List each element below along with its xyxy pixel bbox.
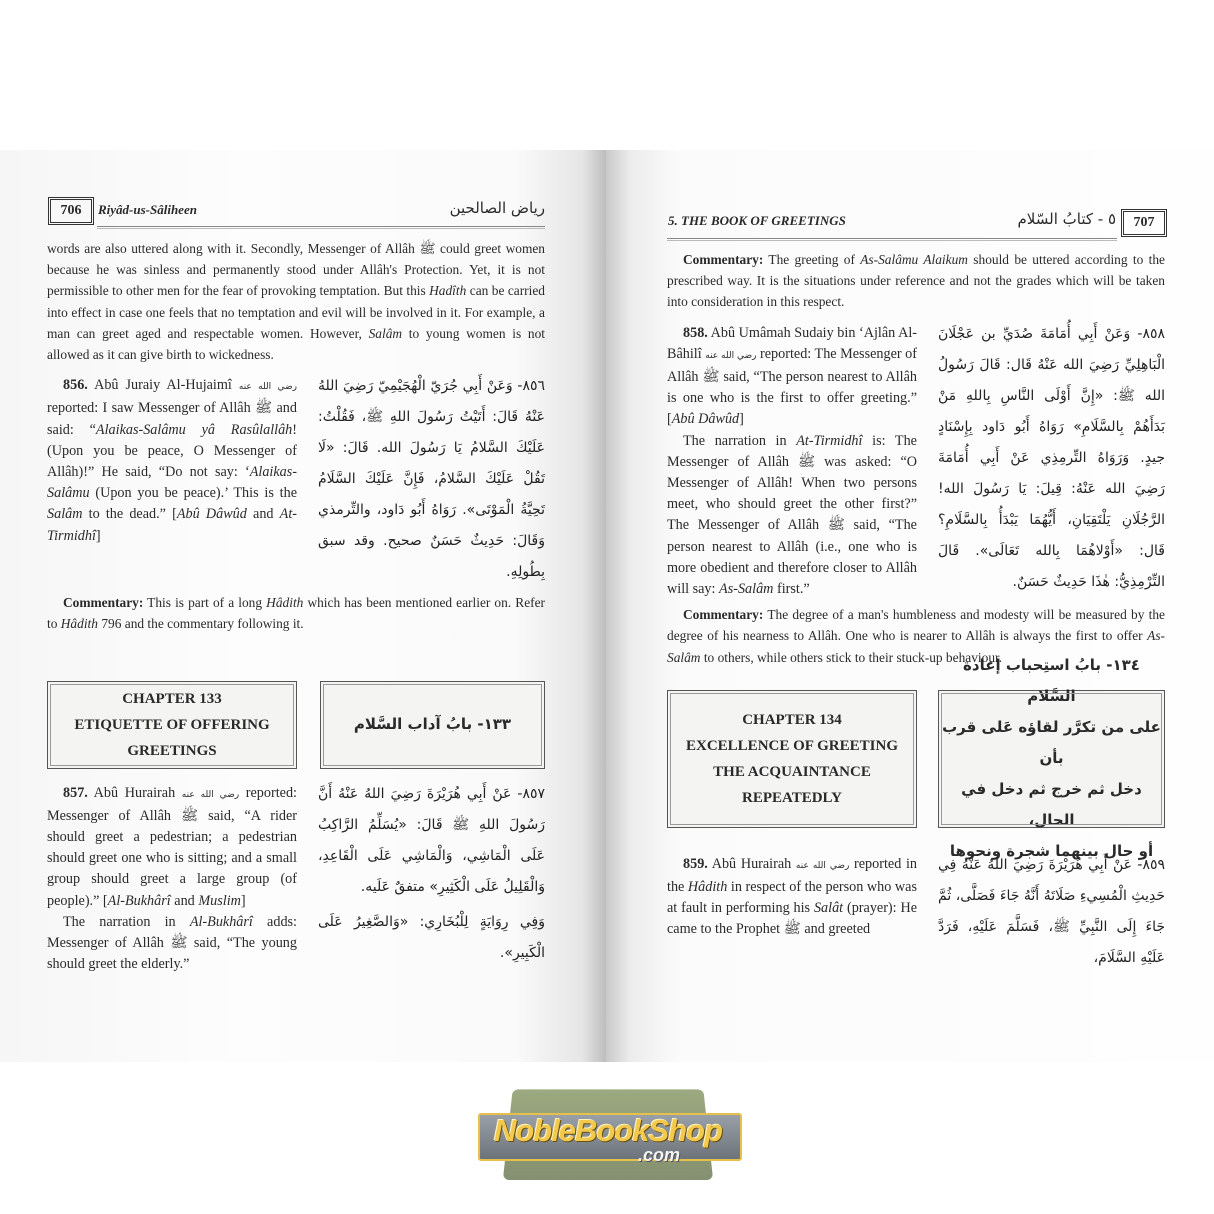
- text-run: in respect of the person who was at fault in performing his: [667, 879, 917, 917]
- chapter-title: EXCELLENCE OF GREETING: [686, 737, 898, 754]
- hadith-857-arabic: ٨٥٧- عَنْ أَبِي هُرَيْرَةَ رَضِيَ اللهُ عَنْهُ أَنَّ رَسُولَ اللهِ ﷺ قَالَ: «يُسَلِّمُ الرَّاكِبُ عَلَى الْمَاشِي، وَالْمَاشِي عَلَى الْقَاعِدِ، وَالْقَلِيلُ عَلَى الْكَثِيرِ» متفقٌ عَلَيه.: [318, 785, 545, 895]
- bold-label: Commentary:: [683, 252, 764, 267]
- hadith-859: [667, 854, 1165, 974]
- right-page-content: [667, 249, 1165, 974]
- text-run: reported: The Messenger of Allâh ﷺ said, “The person nearest to Allâh is one who is the first to offer greeting.” [: [667, 345, 917, 428]
- logo-name: NobleBookShop: [493, 1113, 723, 1148]
- italic-term: Hâdith: [266, 595, 304, 611]
- arabic-honorific: رضي الله عنه: [238, 382, 297, 393]
- chapter-title: THE ACQUAINTANCE: [713, 763, 871, 780]
- hadith-858-english: [667, 323, 917, 431]
- chapter-title-arabic: ١٣٣- بابُ آداب السَّلام: [353, 715, 512, 734]
- italic-term: Hâdith: [687, 879, 728, 896]
- commentary-intro: [667, 249, 1165, 313]
- text-run: words are also uttered along with it. Secondly, Messenger of Allâh ﷺ could greet women because he was sinless and permanently stood under Allâh's Protection. Yet, it is not permissible to other men for the fear of provoking temptation. But this: [47, 241, 545, 299]
- running-title: 5. THE BOOK OF GREETINGS: [668, 213, 846, 228]
- bold-label: 858.: [683, 324, 708, 341]
- italic-term: As-Salâm: [719, 581, 774, 598]
- italic-term: Abû Dâwûd: [176, 506, 247, 523]
- arabic-honorific: رضي الله عنه: [795, 860, 850, 871]
- text-run: can be carried into effect in case one feels that no temptation and evil will be involved in it. For example, a man can greet aged and respectable women. However,: [47, 283, 545, 341]
- italic-term: Abû Dâwûd: [671, 411, 740, 428]
- text-run: This is part of a long: [143, 595, 267, 611]
- text-run: to others, while others stick to their stuck-up behaviour.: [700, 649, 1003, 665]
- text-run: should be uttered according to the prescribed way. It is the situations under reference and not the grades which will be taken into consideration in this respect.: [667, 252, 1165, 310]
- page-number: 707: [1121, 209, 1167, 237]
- chapter-title-arabic: دخل ثم خرج ثم دخل في الحال،: [961, 780, 1142, 830]
- chapter-title-arabic: على من تكرَّر لقاؤه عَلى قرب بأن: [942, 718, 1161, 768]
- hadith-856-arabic: ٨٥٦- وَعَنْ أَبِي جُرَيّ الْهُجَيْمِيّ رَضِيَ اللهُ عَنْهُ قَالَ: أَتَيْتُ رَسُولَ اللهِ ﷺ، فَقُلْتُ: عَلَيْكَ السَّلامُ يَا رَسُولَ الله. قَالَ: «لَا تَقُلْ عَلَيْكَ السَّلامُ، فَإِنَّ عَلَيْكَ السَّلَامُ تَحِيَّةُ الْمَوْتَى». رَوَاهُ أَبُو دَاود، والتِّرمذي وَقَالَ: حَدِيثٌ حَسَنٌ صحيح. وقد سبق بِطُولِهِ.: [318, 378, 545, 581]
- logo-domain: .com: [638, 1145, 681, 1165]
- text-run: reported: Messenger of Allâh ﷺ said, “A rider should greet a pedestrian; a pedestrian should greet one who is sitting; and a small group should greet a large group (of people).” [: [47, 784, 297, 909]
- chapter-title: ETIQUETTE OF OFFERING: [74, 716, 270, 733]
- italic-term: Alaikas-Salâmu: [47, 464, 297, 502]
- text-run: Abû Umâmah Sudaiy bin ‘Ajlân Al-Bâhilî: [667, 324, 917, 362]
- hadith-857-arabic-2: وَفِي رِوَايَةٍ لِلْبُخَارِي: «وَالصَّغِيرُ عَلَى الْكَبِيرِ».: [318, 913, 545, 961]
- text-run: which has been mentioned earlier on. Refer to: [47, 595, 545, 632]
- text-run: The narration in: [63, 913, 190, 930]
- bold-label: Commentary:: [683, 607, 764, 623]
- italic-term: As-Salâm: [667, 628, 1165, 665]
- hadith-858-english-2: [667, 431, 917, 601]
- text-run: (Upon you be peace).’ This is the: [89, 485, 297, 502]
- italic-term: Salâm: [47, 506, 83, 523]
- text-run: ]: [240, 892, 246, 909]
- text-run: The greeting of: [763, 252, 861, 267]
- bold-label: Commentary:: [63, 595, 144, 611]
- chapter-title: REPEATEDLY: [741, 789, 843, 806]
- italic-term: Alaikas-Salâmu yâ Rasûlallâh: [95, 421, 293, 438]
- italic-term: At-Tirmidhî: [796, 432, 863, 449]
- hadith-857-english-column: [47, 783, 297, 976]
- italic-term: Al-Bukhârî: [189, 913, 253, 930]
- noblebookshop-watermark-logo: [478, 1085, 738, 1185]
- text-run: Abû Hurairah: [707, 855, 796, 872]
- commentary-856: [47, 592, 545, 634]
- italic-term: Salâm: [368, 325, 403, 341]
- chapter-134-box: [667, 690, 917, 828]
- text-run: Abû Hurairah: [87, 784, 182, 801]
- italic-term: Hadîth: [429, 283, 467, 299]
- arabic-honorific: رضي الله عنه: [705, 350, 757, 361]
- running-title: Riyâd-us-Sâliheen: [98, 202, 197, 217]
- chapter-title: GREETINGS: [127, 742, 217, 759]
- text-run: 796 and the commentary following it.: [97, 616, 304, 632]
- hadith-858-arabic: ٨٥٨- وَعَنْ أَبِي أُمَامَةَ صُدَيِّ بن عَجْلَانَ الْبَاهِلِيِّ رَضِيَ الله عَنْهُ قَال: قَالَ رَسُولُ الله ﷺ: «إِنَّ أَوْلَى النَّاسِ بِاللهِ مَنْ بَدَأَهُمْ بِالسَّلَامِ» رَوَاهُ أَبُو دَاود بِإِسْنَادٍ جيدٍ. وَرَوَاهُ التِّرمِذِي عَنْ أَبِي أُمَامَةَ رَضِيَ الله عَنْهُ: قِيلَ: يَا رَسُولَ الله! الرَّجُلَانِ يَلْتَقِيَانِ، أَيُّهُمَا يَبْدَأُ بِالسَّلَامِ؟ قَال: «أَوْلاهُمَا بِالله تَعَالَى». قَالَ التِّرْمِذِيُّ: هٰذَا حَدِيثٌ حَسَنٌ.: [938, 325, 1165, 590]
- hadith-859-english: [667, 854, 917, 941]
- text-run: ]: [739, 411, 744, 428]
- text-run: and: [246, 506, 280, 523]
- text-run: Abû Juraiy Al-Hujaimî: [87, 377, 239, 394]
- text-run: to the dead.” [: [82, 506, 177, 523]
- bold-label: 859.: [683, 855, 708, 872]
- running-title-arabic: رياض الصالحين: [449, 199, 545, 217]
- hadith-858-english-column: [667, 323, 917, 601]
- text-run: The narration in: [683, 432, 797, 449]
- hadith-857-english-2: [47, 912, 297, 976]
- left-page-content: [47, 238, 545, 975]
- bold-label: 857.: [63, 784, 88, 801]
- text-run: reported in the: [667, 855, 917, 896]
- italic-term: Hâdith: [60, 616, 98, 632]
- chapter-133: [47, 681, 545, 769]
- text-run: and: [170, 892, 199, 909]
- text-run: ! (Upon you be peace, O Messenger of Allâh)!” He said, “Do not say: ‘: [47, 421, 298, 481]
- text-run: is: The Messenger of Allâh ﷺ was asked: “O Messenger of Allâh! When two persons meet, who should greet the other first?” The Messenger of Allâh ﷺ said, “The person nearest to Allâh (i.e., one who is more obedient and therefore closer to Allâh will say:: [667, 432, 917, 598]
- bold-label: 856.: [63, 377, 88, 394]
- hadith-857-english: [47, 783, 297, 912]
- italic-term: As-Salâmu Alaikum: [860, 252, 968, 267]
- header-rule: [667, 238, 1117, 241]
- chapter-133-box: [47, 681, 297, 769]
- chapter-134-arabic-box: [938, 656, 1165, 861]
- italic-term: Al-Bukhârî: [107, 892, 171, 909]
- intro-paragraph: [47, 238, 545, 365]
- header-rule: [97, 226, 545, 229]
- hadith-857: [47, 783, 545, 976]
- text-run: to young women is not allowed as it can give birth to wickedness.: [47, 325, 545, 363]
- text-run: ]: [95, 527, 101, 544]
- text-run: first.”: [773, 581, 810, 598]
- italic-term: At-Tirmidhî: [47, 506, 298, 544]
- chapter-133-arabic-box: [320, 681, 545, 769]
- italic-term: Muslim: [198, 892, 241, 909]
- chapter-number: CHAPTER 134: [742, 711, 842, 728]
- hadith-859-arabic: ٨٥٩- عَنْ أَبِي هُرَيْرَةَ رَضِيَ اللهُ عَنْهُ فِي حَدِيثِ الْمُسِيءِ صَلَاتَهُ أَنَّهُ جَاءَ فَصَلَّى، ثُمَّ جَاءَ إِلَى النَّبِيِّ ﷺ، فَسَلَّمَ عَلَيْهِ، فَرَدَّ عَلَيْهِ السَّلَامَ،: [938, 856, 1165, 966]
- running-title-arabic: ٥ - كتابُ السّلام: [1017, 210, 1116, 228]
- text-run: (prayer): He came to the Prophet ﷺ and greeted: [667, 900, 918, 938]
- page-number: 706: [48, 197, 94, 225]
- hadith-856: [47, 375, 545, 588]
- text-run: reported: I saw Messenger of Allâh ﷺ and said: “: [47, 400, 297, 438]
- hadith-856-english: [47, 375, 297, 547]
- text-run: The degree of a man's humbleness and modesty will be measured by the degree of his nearness to Allâh. One who is nearer to Allâh is always the first to offer: [667, 607, 1165, 644]
- chapter-number: CHAPTER 133: [122, 690, 222, 707]
- italic-term: Salât: [813, 900, 844, 917]
- hadith-857-arabic-column: [318, 779, 545, 969]
- text-run: adds: Messenger of Allâh ﷺ said, “The young should greet the elderly.”: [47, 913, 297, 973]
- chapter-title-arabic: أو حال بينهما شجرة ونحوها: [949, 842, 1154, 861]
- hadith-858: [667, 323, 1165, 601]
- chapter-title-arabic: ١٣٤- بابُ استِحباب إعادة السَّلام: [963, 656, 1140, 706]
- arabic-honorific: رضي الله عنه: [181, 789, 240, 800]
